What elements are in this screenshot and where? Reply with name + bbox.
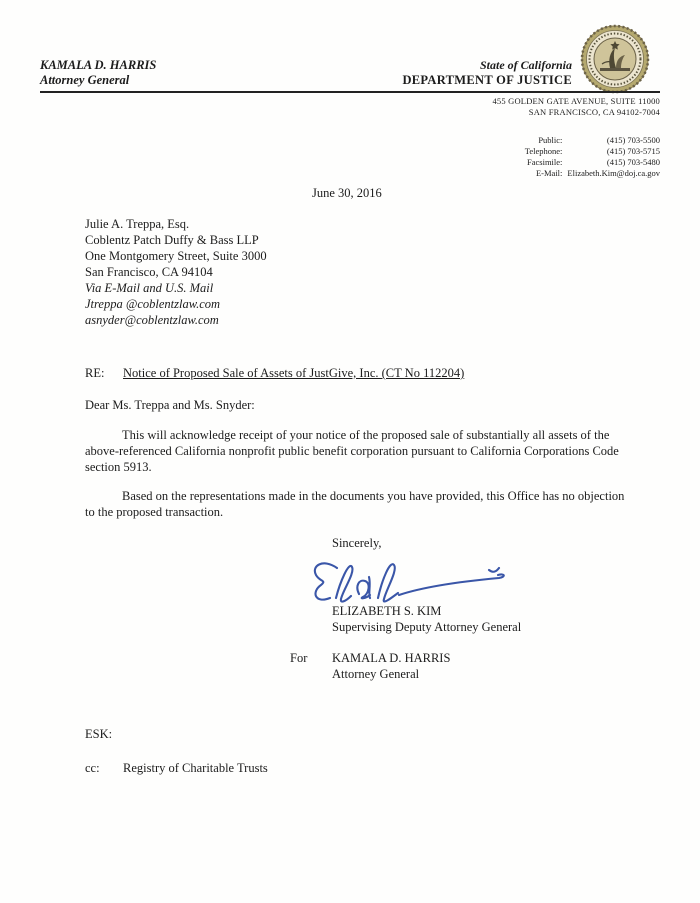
sender-title: Attorney General [40,73,130,87]
for-label: For [290,651,308,665]
cc-value: Registry of Charitable Trusts [123,761,268,775]
contact-label-facsimile: Facsimile: [527,157,563,167]
sender-name: KAMALA D. HARRIS [40,58,157,72]
signer-title: Supervising Deputy Attorney General [332,620,522,634]
office-address [492,96,660,118]
signer-block [332,603,521,635]
header-divider [40,91,660,93]
contact-value-email: Elizabeth.Kim@doj.ca.gov [567,168,660,178]
for-names [332,650,450,682]
office-address-line1: 455 GOLDEN GATE AVENUE, SUITE 11000 [492,96,660,106]
agency-block [402,58,572,88]
contact-value-facsimile: (415) 703-5480 [606,157,660,167]
for-title: Attorney General [332,667,420,681]
contact-value-public: (415) 703-5500 [606,135,660,145]
letter-date: June 30, 2016 [312,186,382,200]
recipient-firm: Coblentz Patch Duffy & Bass LLP [85,233,259,247]
recipient-city: San Francisco, CA 94104 [85,265,213,279]
cc-line [85,761,268,776]
contact-label-telephone: Telephone: [524,146,563,156]
cc-label: cc: [85,761,100,775]
delivery-method: Via E-Mail and U.S. Mail [85,281,214,295]
body-paragraph-1: This will acknowledge receipt of your notice of the proposed sale of substantially all assets of the above-referenced California nonprofit public benefit corporation pursuant to California Corporations Code section 5913. [85,428,619,474]
department-name: DEPARTMENT OF JUSTICE [402,73,572,87]
handwritten-signature [303,552,521,610]
salutation: Dear Ms. Treppa and Ms. Snyder: [85,398,255,412]
typist-initials: ESK: [85,727,113,741]
recipient-email-1: Jtreppa @coblentzlaw.com [85,297,221,311]
sender-block [40,58,156,88]
contact-value-telephone: (415) 703-5715 [606,146,660,156]
state-name: State of California [479,58,572,72]
contact-block [525,135,660,179]
for-block [290,650,450,682]
contact-label-email: E-Mail: [535,168,563,178]
recipient-name: Julie A. Treppa, Esq. [85,217,190,231]
for-name: KAMALA D. HARRIS [332,651,451,665]
recipient-email-2: asnyder@coblentzlaw.com [85,313,219,327]
signer-name: ELIZABETH S. KIM [332,604,442,618]
recipient-block [85,216,267,328]
closing: Sincerely, [332,536,382,550]
re-label: RE: [85,366,105,380]
re-subject: Notice of Proposed Sale of Assets of JustGive, Inc. (CT No 112204) [123,366,465,380]
contact-label-public: Public: [538,135,563,145]
body-paragraph-2: Based on the representations made in the documents you have provided, this Office has no objection to the proposed transaction. [85,489,625,519]
re-line [85,366,464,381]
office-address-line2: SAN FRANCISCO, CA 94102-7004 [528,107,660,117]
doj-seal-icon [580,24,650,94]
signature-path [315,563,504,601]
recipient-street: One Montgomery Street, Suite 3000 [85,249,267,263]
